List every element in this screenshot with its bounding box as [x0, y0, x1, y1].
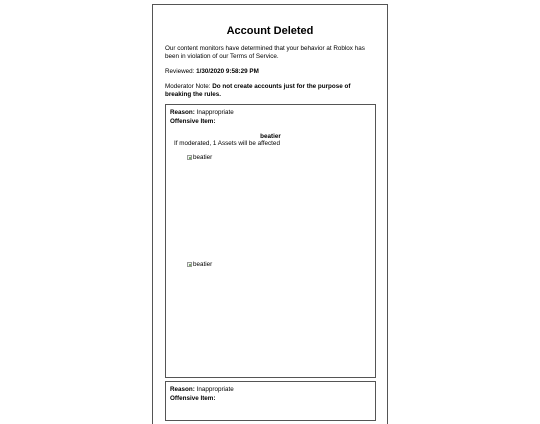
violation-message: Our content monitors have determined that your behavior at Roblox has been in violation of our Terms of Service. — [165, 45, 365, 60]
reason-label: Reason: — [170, 386, 195, 393]
reason-line — [170, 109, 234, 116]
reason-value: Inappropriate — [196, 386, 234, 393]
asset-image-alt: beatier — [193, 261, 213, 268]
reason-label: Reason: — [170, 109, 195, 116]
offensive-item-line — [170, 395, 216, 402]
page-title: Account Deleted — [226, 25, 314, 37]
broken-image-icon — [187, 155, 192, 160]
asset-image — [187, 261, 212, 268]
reason-value: Inappropriate — [196, 109, 234, 116]
offensive-item-line — [170, 118, 216, 125]
moderation-panel — [152, 4, 388, 424]
asset-name: beatier — [260, 133, 281, 140]
asset-image-alt: beatier — [193, 154, 213, 161]
broken-image-icon — [187, 262, 192, 267]
moderator-note — [165, 83, 377, 98]
reviewed-value: 1/30/2020 9:58:29 PM — [196, 68, 259, 75]
reviewed-label: Reviewed: — [165, 68, 195, 75]
offense-item-box — [165, 381, 376, 421]
offensive-item-label: Offensive Item: — [170, 395, 216, 402]
asset-image — [187, 154, 212, 161]
reason-line — [170, 386, 234, 393]
reviewed-line — [165, 68, 377, 75]
offense-item-box — [165, 104, 376, 378]
asset-affected-info: If moderated, 1 Assets will be affected — [174, 140, 280, 147]
moderator-note-value: Do not create accounts just for the purpose of breaking the rules. — [165, 83, 351, 98]
moderator-note-label: Moderator Note: — [165, 83, 211, 90]
offensive-item-label: Offensive Item: — [170, 118, 216, 125]
